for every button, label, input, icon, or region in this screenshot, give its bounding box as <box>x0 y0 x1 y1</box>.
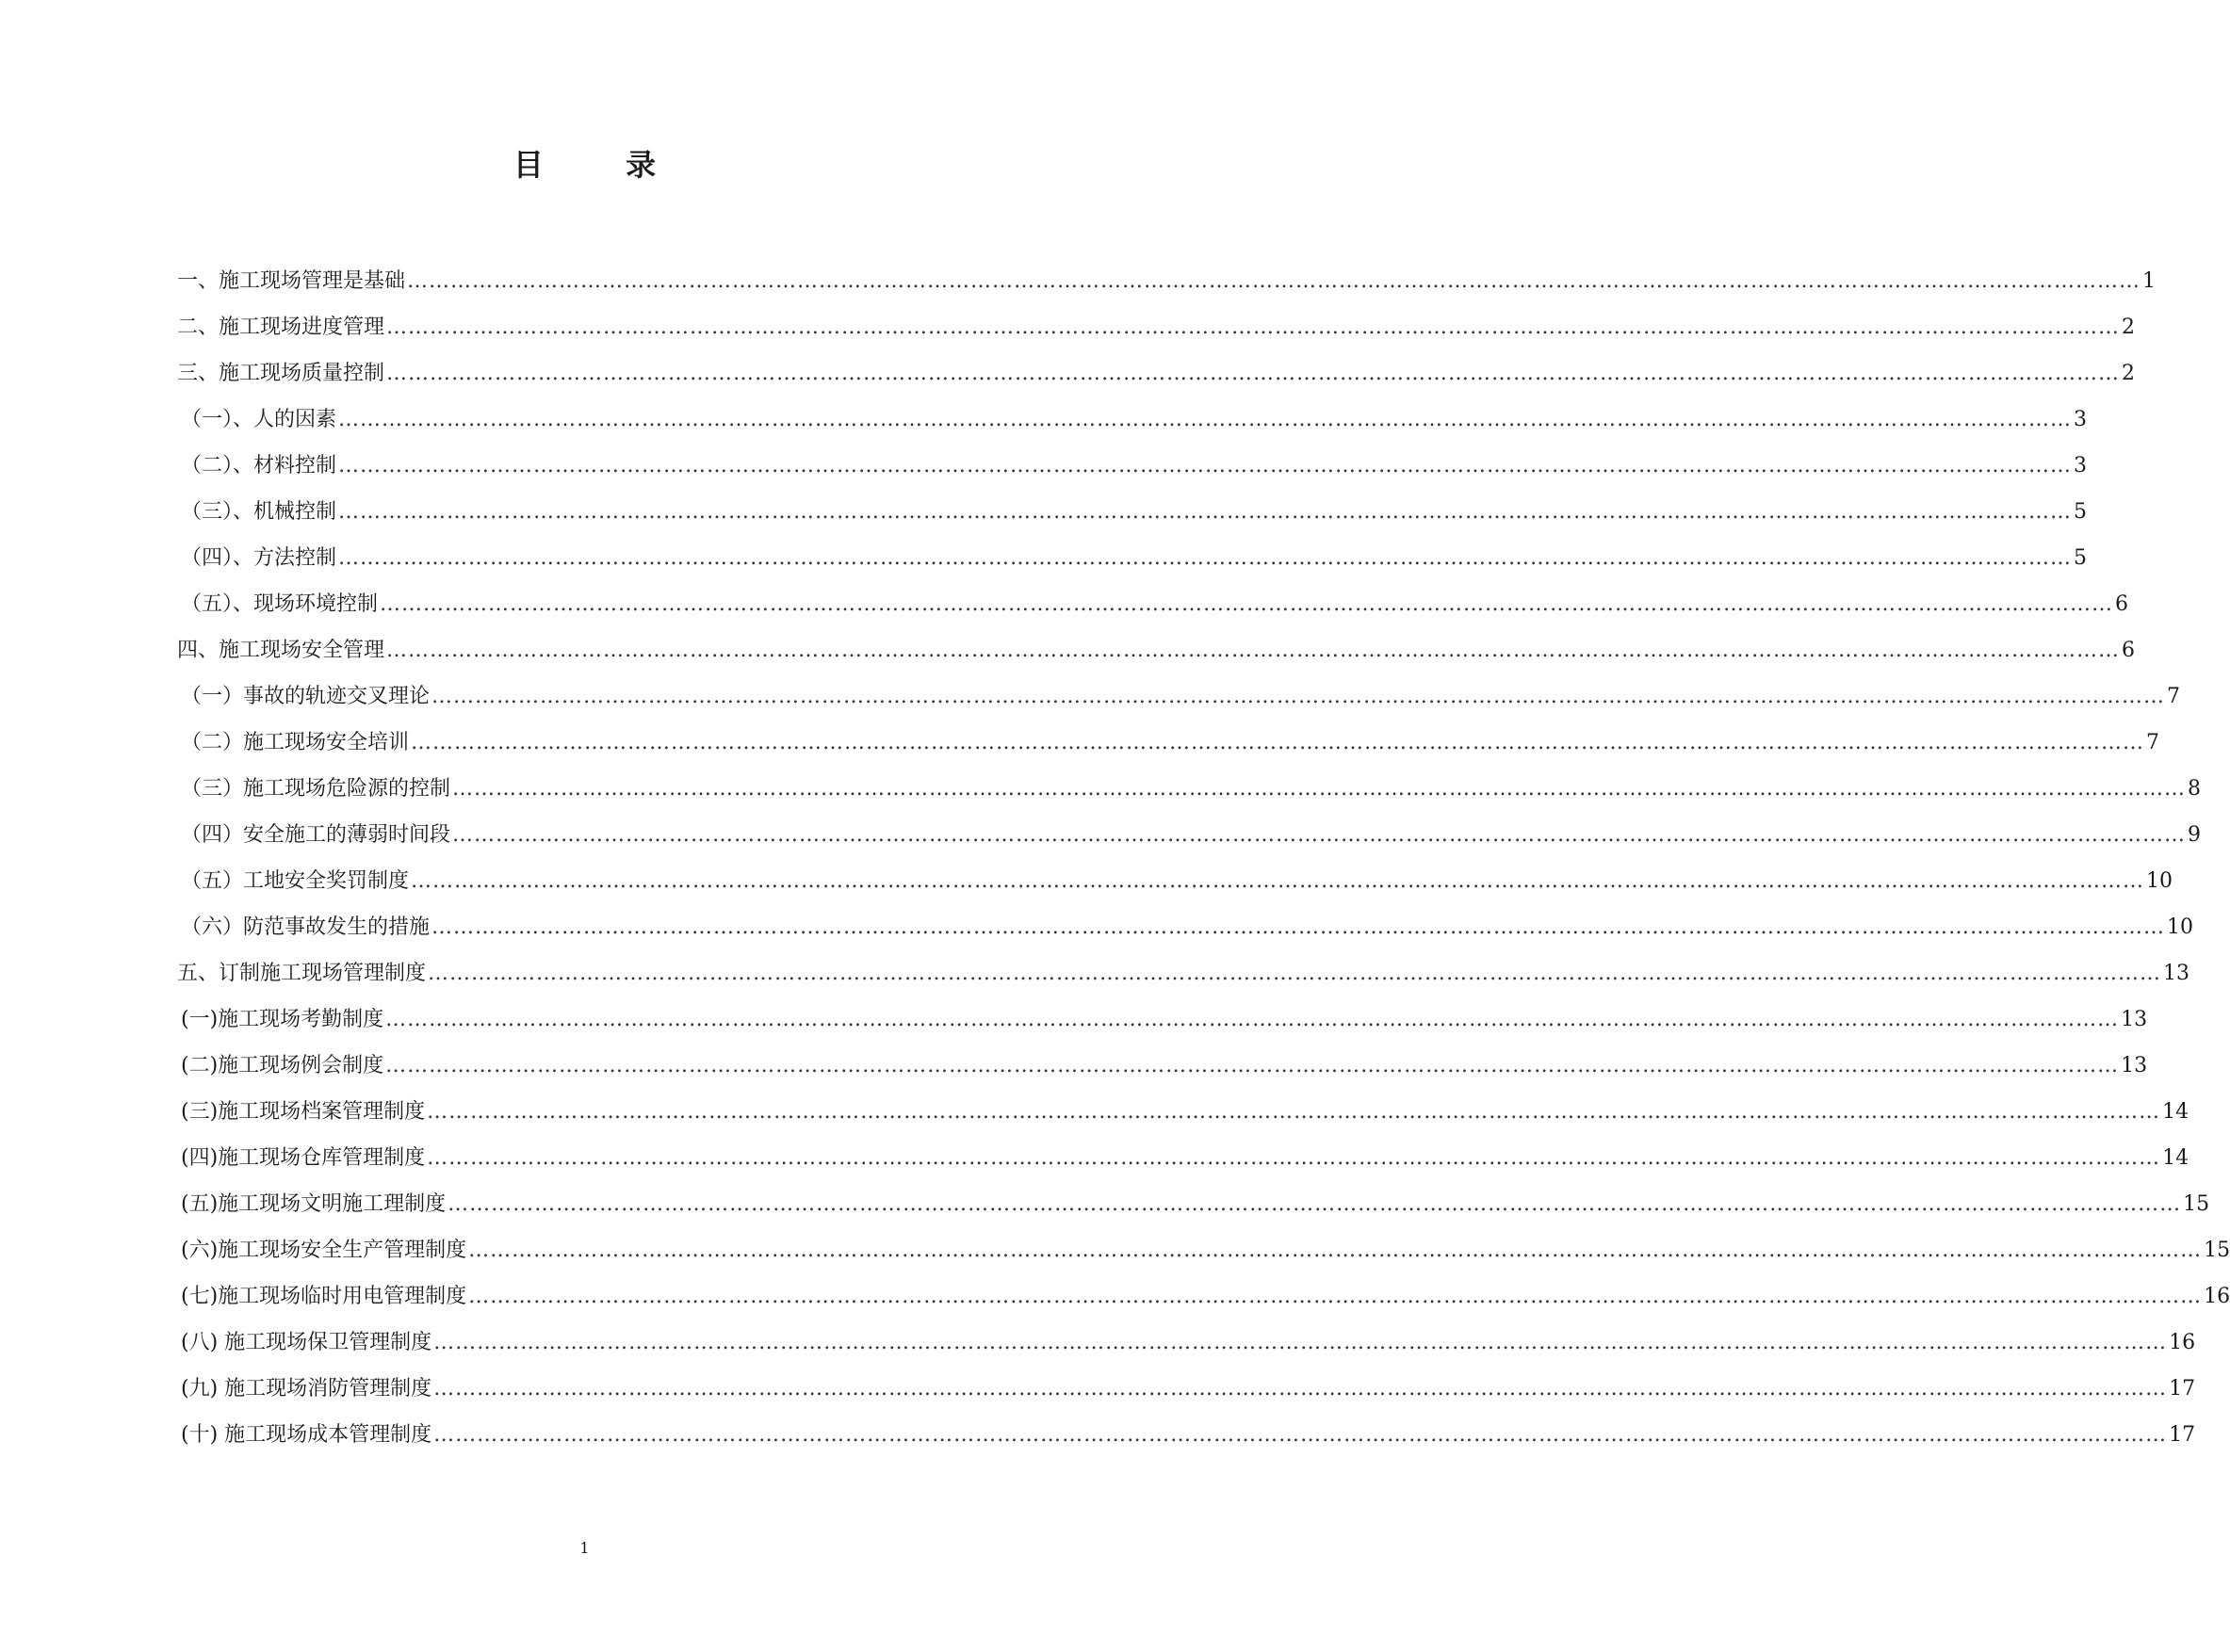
toc-entry-label: （一）、人的因素 <box>181 408 337 431</box>
toc-entry-label: （五）工地安全奖罚制度 <box>181 869 410 893</box>
toc-dot-leader: …………………………………………………………………………………………………………………………………………………………………………………………………………………… <box>428 962 2162 985</box>
toc-entry[interactable] <box>177 591 2129 637</box>
toc-entry-page: 7 <box>2167 685 2181 708</box>
toc-entry-label: (四)施工现场仓库管理制度 <box>181 1146 426 1170</box>
toc-dot-leader: …………………………………………………………………………………………………………………………………………………………………………………………………………………… <box>448 1192 2182 1216</box>
toc-entry[interactable] <box>177 267 2157 314</box>
toc-entry-page: 1 <box>2142 269 2157 293</box>
toc-dot-leader: …………………………………………………………………………………………………………………………………………………………………………………………………………………… <box>433 1377 2168 1401</box>
toc-dot-leader: …………………………………………………………………………………………………………………………………………………………………………………………………………………… <box>338 546 2073 570</box>
toc-entry-page: 14 <box>2162 1100 2189 1124</box>
toc-entry[interactable] <box>177 406 2088 452</box>
toc-entry-label: （二）施工现场安全培训 <box>181 731 410 754</box>
toc-entry-page: 17 <box>2169 1423 2196 1447</box>
toc-entry[interactable] <box>177 960 2190 1006</box>
toc-entry-label: (十) 施工现场成本管理制度 <box>181 1423 432 1447</box>
toc-entry-page: 13 <box>2121 1008 2148 1031</box>
toc-entry[interactable] <box>177 498 2088 544</box>
toc-entry-page: 3 <box>2074 408 2088 431</box>
toc-entry[interactable] <box>177 1283 2230 1329</box>
toc-entry-page: 10 <box>2146 869 2173 893</box>
toc-dot-leader: …………………………………………………………………………………………………………………………………………………………………………………………………………………… <box>452 777 2187 801</box>
toc-entry-label: 五、订制施工现场管理制度 <box>177 962 427 985</box>
toc-entry-label: （二）、材料控制 <box>181 454 337 478</box>
toc-dot-leader: …………………………………………………………………………………………………………………………………………………………………………………………………………………… <box>338 454 2073 478</box>
toc-entry[interactable] <box>177 544 2088 591</box>
toc-dot-leader: …………………………………………………………………………………………………………………………………………………………………………………………………………………… <box>411 731 2145 754</box>
toc-entry[interactable] <box>177 314 2136 360</box>
page-title: 目 录 <box>513 147 692 183</box>
toc-entry[interactable] <box>177 867 2173 914</box>
toc-entry-page: 6 <box>2115 592 2129 616</box>
toc-entry[interactable] <box>177 1144 2189 1190</box>
toc-entry-page: 9 <box>2188 823 2202 847</box>
toc-dot-leader: …………………………………………………………………………………………………………………………………………………………………………………………………………………… <box>407 269 2141 293</box>
toc-entry-page: 16 <box>2169 1331 2196 1354</box>
toc-entry-label: （三）施工现场危险源的控制 <box>181 777 451 801</box>
toc-entry-label: （六）防范事故发生的措施 <box>181 915 431 939</box>
toc-entry-label: （五）、现场环境控制 <box>181 592 379 616</box>
toc-entry-label: (八) 施工现场保卫管理制度 <box>181 1331 432 1354</box>
toc-entry-page: 2 <box>2122 316 2136 339</box>
toc-entry[interactable] <box>177 729 2160 775</box>
toc-entry[interactable] <box>177 1190 2210 1237</box>
toc-entry-page: 16 <box>2204 1285 2230 1308</box>
toc-entry-page: 5 <box>2074 500 2088 524</box>
toc-entry-label: （四）、方法控制 <box>181 546 337 570</box>
toc-dot-leader: …………………………………………………………………………………………………………………………………………………………………………………………………………………… <box>433 1331 2168 1354</box>
toc-entry-label: (一)施工现场考勤制度 <box>181 1008 384 1031</box>
toc-entry-label: (六)施工现场安全生产管理制度 <box>181 1239 467 1262</box>
toc-entry-label: 一、施工现场管理是基础 <box>177 269 406 293</box>
toc-dot-leader: …………………………………………………………………………………………………………………………………………………………………………………………………………………… <box>431 915 2166 939</box>
toc-dot-leader: …………………………………………………………………………………………………………………………………………………………………………………………………………………… <box>427 1100 2161 1124</box>
toc-dot-leader: …………………………………………………………………………………………………………………………………………………………………………………………………………………… <box>468 1239 2203 1262</box>
toc-entry-label: (七)施工现场临时用电管理制度 <box>181 1285 467 1308</box>
toc-entry-page: 6 <box>2122 639 2136 662</box>
toc-entry-page: 15 <box>2183 1192 2210 1216</box>
toc-entry[interactable] <box>177 821 2202 867</box>
toc-entry-label: (二)施工现场例会制度 <box>181 1054 384 1077</box>
toc-dot-leader: …………………………………………………………………………………………………………………………………………………………………………………………………………………… <box>468 1285 2203 1308</box>
toc-dot-leader: …………………………………………………………………………………………………………………………………………………………………………………………………………………… <box>338 500 2073 524</box>
toc-dot-leader: …………………………………………………………………………………………………………………………………………………………………………………………………………………… <box>386 639 2121 662</box>
page-number: 1 <box>579 1539 590 1557</box>
toc-entry-page: 14 <box>2162 1146 2189 1170</box>
toc-entry-page: 3 <box>2074 454 2088 478</box>
toc-dot-leader: …………………………………………………………………………………………………………………………………………………………………………………………………………………… <box>431 685 2166 708</box>
toc-entry-label: （一）事故的轨迹交叉理论 <box>181 685 431 708</box>
toc-entry-label: （三）、机械控制 <box>181 500 337 524</box>
toc-entry[interactable] <box>177 1375 2196 1421</box>
toc-entry[interactable] <box>177 1052 2148 1098</box>
toc-entry-label: 二、施工现场进度管理 <box>177 316 385 339</box>
toc-entry[interactable] <box>177 1237 2230 1283</box>
toc-dot-leader: …………………………………………………………………………………………………………………………………………………………………………………………………………………… <box>386 316 2121 339</box>
toc-entry[interactable] <box>177 914 2194 960</box>
toc-dot-leader: …………………………………………………………………………………………………………………………………………………………………………………………………………………… <box>433 1423 2168 1447</box>
toc-entry-label: (三)施工现场档案管理制度 <box>181 1100 426 1124</box>
table-of-contents <box>177 267 2230 1467</box>
toc-entry[interactable] <box>177 360 2136 406</box>
toc-entry[interactable] <box>177 1421 2196 1467</box>
toc-entry[interactable] <box>177 637 2136 683</box>
toc-entry-page: 7 <box>2146 731 2160 754</box>
toc-entry-label: 四、施工现场安全管理 <box>177 639 385 662</box>
toc-entry-page: 17 <box>2169 1377 2196 1401</box>
toc-dot-leader: …………………………………………………………………………………………………………………………………………………………………………………………………………………… <box>427 1146 2161 1170</box>
toc-dot-leader: …………………………………………………………………………………………………………………………………………………………………………………………………………………… <box>411 869 2145 893</box>
toc-entry[interactable] <box>177 775 2202 821</box>
toc-entry[interactable] <box>177 1329 2196 1375</box>
toc-entry-page: 15 <box>2204 1239 2230 1262</box>
toc-entry-page: 2 <box>2122 362 2136 385</box>
toc-entry-label: （四）安全施工的薄弱时间段 <box>181 823 451 847</box>
toc-dot-leader: …………………………………………………………………………………………………………………………………………………………………………………………………………………… <box>386 362 2121 385</box>
toc-entry[interactable] <box>177 1006 2148 1052</box>
toc-entry-page: 8 <box>2188 777 2202 801</box>
toc-dot-leader: …………………………………………………………………………………………………………………………………………………………………………………………………………………… <box>385 1054 2120 1077</box>
toc-dot-leader: …………………………………………………………………………………………………………………………………………………………………………………………………………………… <box>385 1008 2120 1031</box>
toc-dot-leader: …………………………………………………………………………………………………………………………………………………………………………………………………………………… <box>452 823 2187 847</box>
toc-entry-page: 13 <box>2121 1054 2148 1077</box>
toc-dot-leader: …………………………………………………………………………………………………………………………………………………………………………………………………………………… <box>338 408 2073 431</box>
toc-entry-label: (九) 施工现场消防管理制度 <box>181 1377 432 1401</box>
toc-entry[interactable] <box>177 683 2181 729</box>
toc-entry-page: 13 <box>2163 962 2190 985</box>
toc-entry-label: 三、施工现场质量控制 <box>177 362 385 385</box>
toc-entry-page: 5 <box>2074 546 2088 570</box>
toc-entry[interactable] <box>177 1098 2189 1144</box>
toc-entry-label: (五)施工现场文明施工理制度 <box>181 1192 447 1216</box>
toc-dot-leader: …………………………………………………………………………………………………………………………………………………………………………………………………………………… <box>380 592 2114 616</box>
toc-entry[interactable] <box>177 452 2088 498</box>
toc-entry-page: 10 <box>2167 915 2194 939</box>
